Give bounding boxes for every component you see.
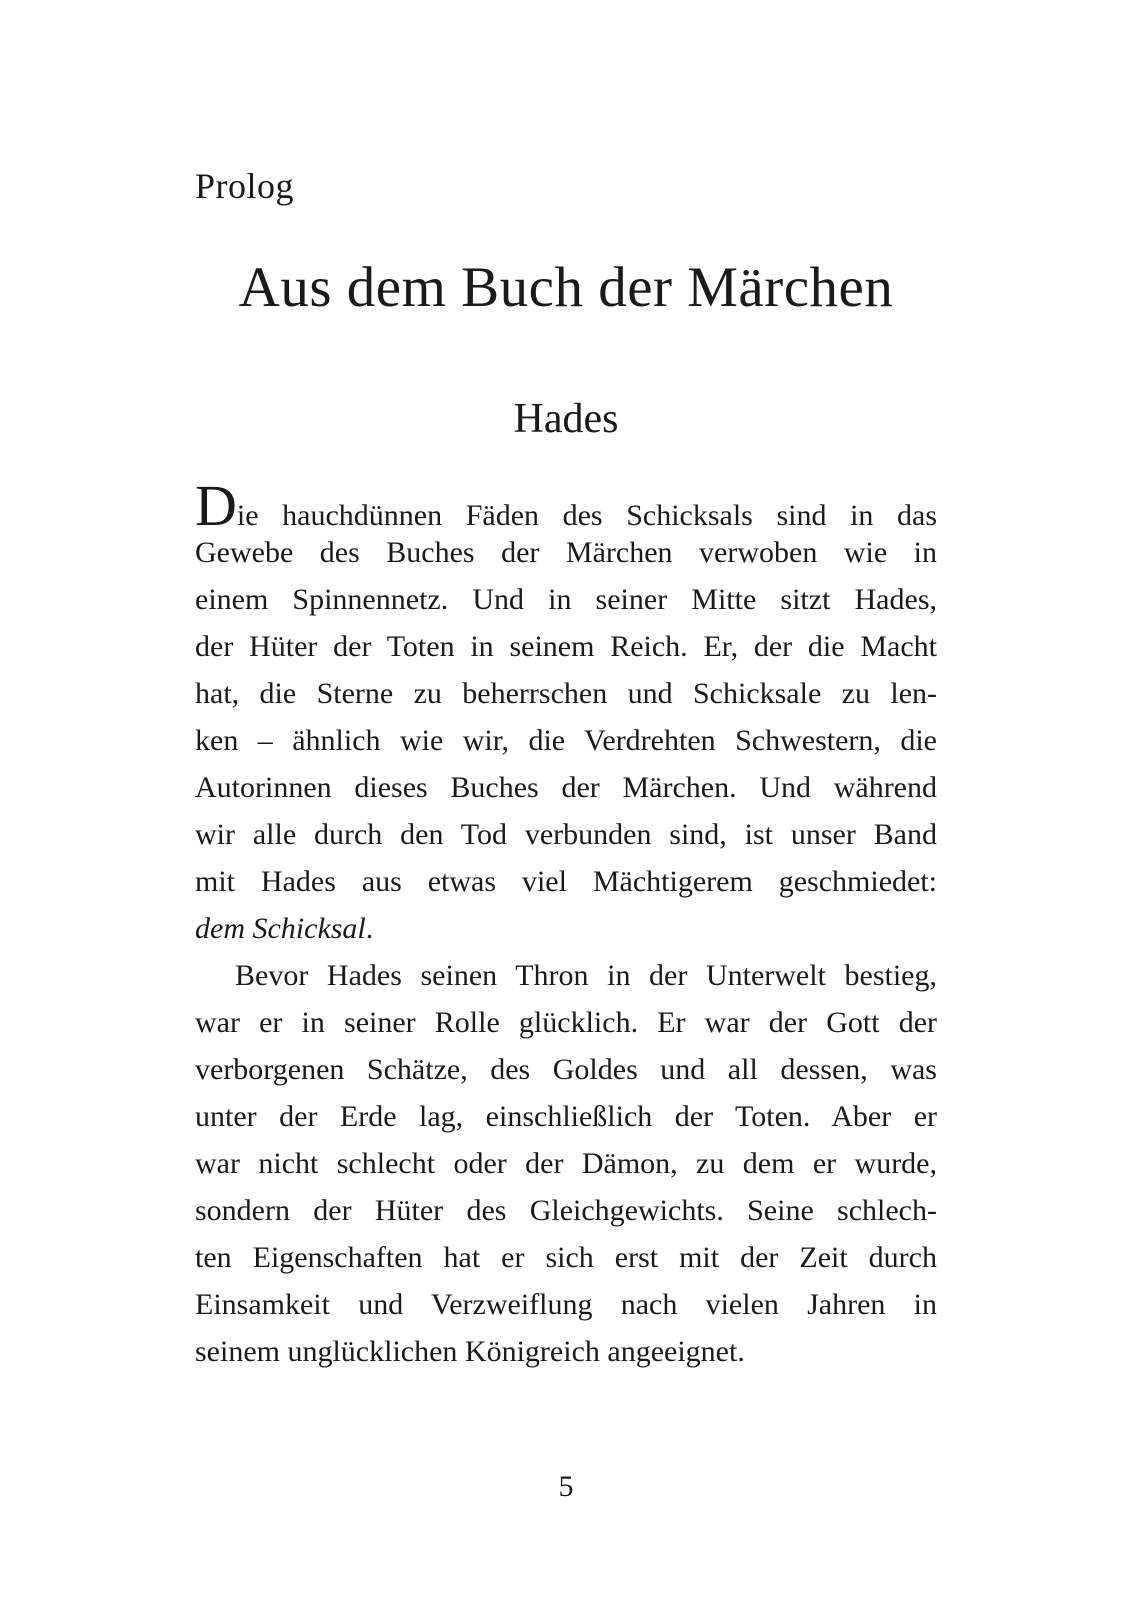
text-line: der Hüter der Toten in seinem Reich. Er, der die Macht (195, 630, 937, 663)
drop-cap: D (195, 473, 237, 538)
text-line: mit Hades aus etwas viel Mächtigerem geschmiedet: (195, 865, 937, 898)
text-line: verborgenen Schätze, des Goldes und all dessen, was (195, 1053, 937, 1086)
text-line: Einsamkeit und Verzweiflung nach vielen Jahren in (195, 1288, 937, 1321)
text-line: hat, die Sterne zu beherrschen und Schicksale zu len- (195, 677, 937, 710)
text-line: war nicht schlecht oder der Dämon, zu dem er wurde, (195, 1147, 937, 1180)
text-line: wir alle durch den Tod verbunden sind, ist unser Band (195, 818, 937, 851)
text-line: ten Eigenschaften hat er sich erst mit der Zeit durch (195, 1241, 937, 1274)
body-text (195, 473, 937, 1375)
section-label: Prolog (195, 166, 295, 206)
text-line: war er in seiner Rolle glücklich. Er war der Gott der (195, 1006, 937, 1039)
text-line: Bevor Hades seinen Thron in der Unterwelt bestieg, (235, 959, 937, 992)
text-line: seinem unglücklichen Königreich angeeignet. (195, 1335, 745, 1368)
page-number: 5 (558, 1470, 574, 1503)
text-line: einem Spinnennetz. Und in seiner Mitte sitzt Hades, (195, 583, 937, 616)
text-line: Die hauchdünnen Fäden des Schicksals sind in das (195, 473, 937, 538)
text-line: Autorinnen dieses Buches der Märchen. Und während (195, 771, 937, 804)
text-line: sondern der Hüter des Gleichgewichts. Seine schlech- (195, 1194, 937, 1227)
text-line: ken – ähnlich wie wir, die Verdrehten Schwestern, die (195, 724, 937, 757)
italic-phrase: dem Schicksal (195, 912, 366, 945)
text-line: Gewebe des Buches der Märchen verwoben wie in (195, 536, 937, 569)
book-title: Aus dem Buch der Märchen (238, 256, 894, 319)
text-line: dem Schicksal. (195, 912, 374, 945)
chapter-title: Hades (513, 396, 619, 442)
text-line: unter der Erde lag, einschließlich der Toten. Aber er (195, 1100, 937, 1133)
